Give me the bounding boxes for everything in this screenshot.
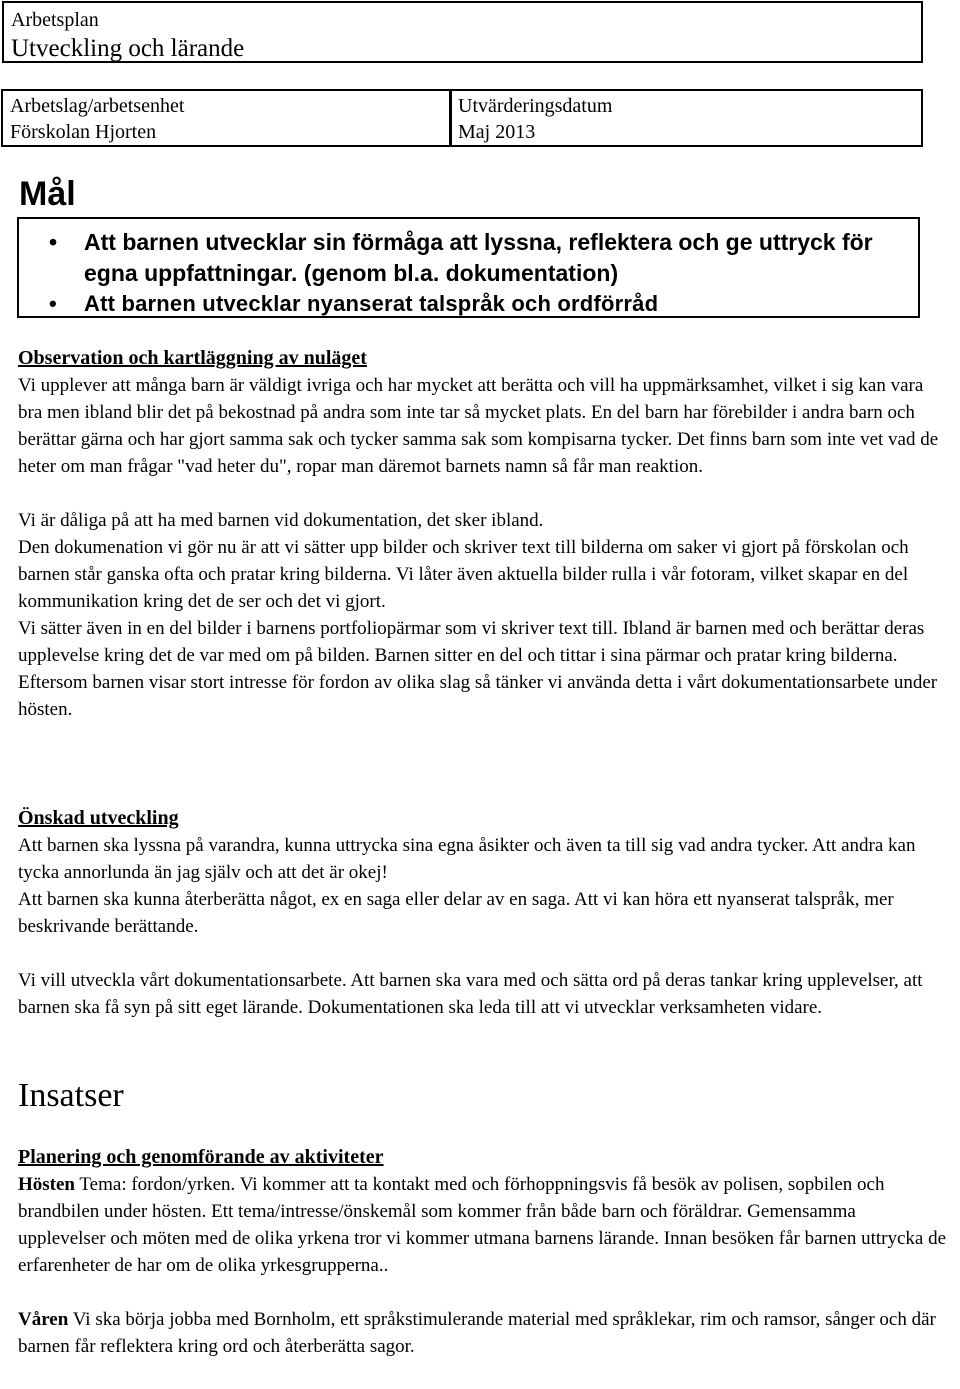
goal-item-text: Att barnen utvecklar sin förmåga att lyssna, reflektera och ge uttryck för egna uppfattningar. (genom bl.a. dokumentation) (84, 229, 873, 286)
paragraph: Vi vill utveckla vårt dokumentationsarbete. Att barnen ska vara med och sätta ord på deras tankar kring upplevelser, att barnen ska få syn på sitt eget lärande. Dokumentationen ska leda till att vi utvecklar verksamheten vidare. (18, 970, 923, 1018)
spring-text: Vi ska börja jobba med Bornholm, ett språkstimulerande material med språklekar, rim och ramsor, sånger och där barnen får reflektera kring ord och återberätta sagor. (18, 1309, 936, 1357)
paragraph: Att barnen ska lyssna på varandra, kunna uttrycka sina egna åsikter och även ta till sig vad andra tycker. Att andra kan tycka annorlunda än jag själv och att det är okej! (18, 835, 916, 883)
paragraph: Vi upplever att många barn är väldigt ivriga och har mycket att berätta och vill ha uppmärksamhet, vilket i sig kan vara bra men ibland blir det på bekostnad på andra som inte tar så mycket plats. En del barn har förebilder i andra barn och berättar gärna och har gjort samma sak och tycker samma sak som kompisarna tycker. Det finns barn som inte vet vad de heter om man frågar "vad heter du", ropar man däremot barnets namn så får man reaktion. (18, 375, 939, 477)
observation-heading: Observation och kartläggning av nuläget (18, 347, 367, 369)
goal-item (49, 227, 914, 289)
autumn-label: Hösten (18, 1174, 75, 1195)
evaluation-date-box (449, 89, 923, 147)
paragraph: Att barnen ska kunna återberätta något, ex en saga eller delar av en saga. Att vi kan höra ett nyanserat talspråk, mer beskrivande berättande. (18, 889, 894, 937)
observation-body (18, 372, 948, 723)
header-box (2, 1, 923, 63)
paragraph: Vi sätter även in en del bilder i barnens portfoliopärmar som vi skriver text till. Ibland är barnen med och berättar deras upplevelse kring det de var med om på bilden. Barnen sitter en del och tittar i sina pärmar och pratar kring bilderna. (18, 618, 925, 666)
planning-body (18, 1171, 948, 1360)
evaluation-date-value: Maj 2013 (458, 121, 536, 143)
paragraph: Den dokumenation vi gör nu är att vi sätter upp bilder och skriver text till bilderna om saker vi gjort på förskolan och barnen står ganska ofta och pratar kring bilderna. Vi låter även aktuella bilder rulla i vår fotoram, vilket skapar en del kommunikation kring det de ser och det vi gjort. (18, 537, 909, 612)
paragraph: Eftersom barnen visar stort intresse för fordon av olika slag så tänker vi använda detta i vårt dokumentationsarbete under hösten. (18, 672, 938, 720)
desired-development-body (18, 832, 948, 1021)
bullet-icon: • (49, 229, 58, 255)
workteam-label: Arbetslag/arbetsenhet (10, 95, 185, 117)
spring-paragraph (18, 1306, 948, 1360)
workteam-value: Förskolan Hjorten (10, 121, 157, 143)
efforts-title: Insatser (18, 1077, 124, 1114)
planning-heading: Planering och genomförande av aktiviteter (18, 1146, 384, 1168)
autumn-paragraph (18, 1171, 948, 1279)
bullet-icon: • (49, 291, 57, 316)
goals-box (17, 217, 920, 318)
evaluation-date-label: Utvärderingsdatum (458, 95, 613, 117)
header-small-title: Arbetsplan (11, 9, 99, 31)
paragraph: Vi är dåliga på att ha med barnen vid dokumentation, det sker ibland. (18, 510, 544, 531)
goals-title: Mål (19, 175, 76, 213)
spring-label: Våren (18, 1309, 69, 1330)
goal-item (49, 289, 914, 319)
header-big-title: Utveckling och lärande (11, 35, 245, 62)
autumn-text: Tema: fordon/yrken. Vi kommer att ta kontakt med och förhoppningsvis få besök av polisen, sopbilen och brandbilen under hösten. Ett tema/intresse/önskemål som kommer från både barn och föräldrar. Gemensamma upplevelser och möten med de olika yrkena tror vi kommer utmana barnens lärande. Innan besöken får barnen uttrycka de erfarenheter de har om de olika yrkesgrupperna.. (18, 1174, 947, 1276)
goal-item-text: Att barnen utvecklar nyanserat talspråk och ordförråd (84, 291, 659, 316)
workteam-box (1, 89, 452, 147)
desired-development-heading: Önskad utveckling (18, 807, 179, 829)
